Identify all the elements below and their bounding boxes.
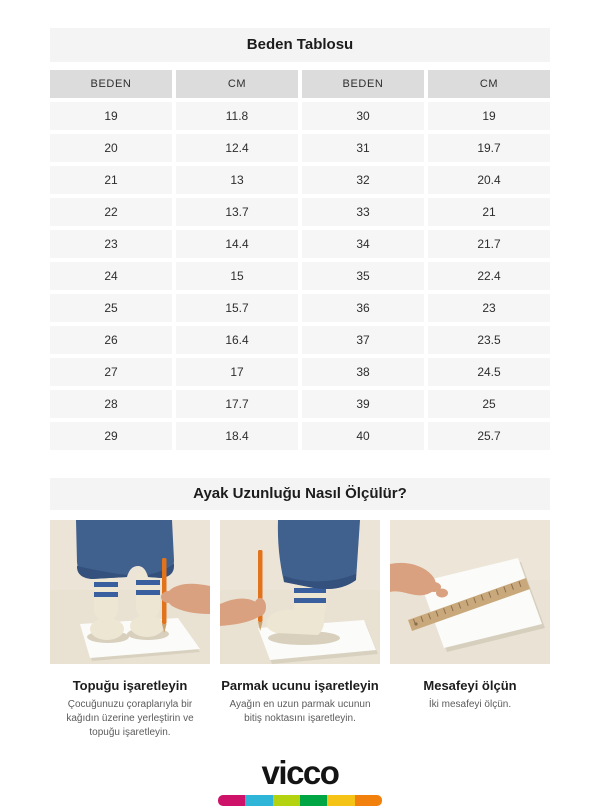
child-feet-heel-marking-photo (50, 520, 210, 664)
size-table-cell: 26 (50, 326, 172, 354)
size-table-cell: 38 (302, 358, 424, 386)
size-table-header-cell: BEDEN (302, 70, 424, 98)
brand-bar-segment (273, 795, 300, 806)
step-description: İki mesafeyi ölçün. (428, 699, 512, 710)
brand-footer (50, 756, 550, 806)
brand-bar-segment (218, 795, 245, 806)
step-title: Mesafeyi ölçün (423, 678, 517, 693)
size-table-cell: 31 (302, 134, 424, 162)
measure-steps (50, 520, 550, 740)
step-description: Ayağın en uzun parmak ucunun bitiş noktasını işaretleyin. (229, 699, 371, 724)
step-title: Parmak ucunu işaretleyin (221, 678, 379, 693)
size-table-cell: 16.4 (176, 326, 298, 354)
size-table-cell: 22 (50, 198, 172, 226)
brand-logo-text: vicco (261, 754, 339, 791)
size-table-header-row (50, 70, 550, 98)
size-table-cell: 21.7 (428, 230, 550, 258)
brand-bar-segment (245, 795, 272, 806)
size-table-title: Beden Tablosu (246, 36, 354, 53)
measure-section-title: Ayak Uzunluğu Nasıl Ölçülür? (193, 485, 407, 502)
size-table-cell: 35 (302, 262, 424, 290)
ruler-distance-measuring-photo (390, 520, 550, 664)
size-table-cell: 25.7 (428, 422, 550, 450)
brand-bar-segment (300, 795, 327, 806)
size-table-header-cell: CM (428, 70, 550, 98)
size-table-cell: 14.4 (176, 230, 298, 258)
brand-bar-segment (355, 795, 382, 806)
size-table-cell: 25 (50, 294, 172, 322)
toe-tip-marking-photo (220, 520, 380, 664)
measure-step-ruler (390, 520, 550, 740)
size-table-cell: 23 (428, 294, 550, 322)
size-table-cell: 15 (176, 262, 298, 290)
size-table-cell: 11.8 (176, 102, 298, 130)
size-table-header-cell: BEDEN (50, 70, 172, 98)
step-description: Çocuğunuzu çoraplarıyla bir kağıdın üzerine yerleştirin ve topuğu işaretleyin. (66, 699, 194, 738)
size-table-body (50, 102, 550, 450)
size-table-cell: 34 (302, 230, 424, 258)
size-table-cell: 24.5 (428, 358, 550, 386)
size-table (50, 70, 550, 450)
measure-section-title-band (50, 478, 550, 510)
size-table-cell: 20.4 (428, 166, 550, 194)
size-table-cell: 19.7 (428, 134, 550, 162)
measure-step-toe (220, 520, 380, 740)
size-table-title-band (50, 28, 550, 62)
size-table-cell: 20 (50, 134, 172, 162)
size-table-cell: 24 (50, 262, 172, 290)
size-table-cell: 15.7 (176, 294, 298, 322)
size-table-cell: 18.4 (176, 422, 298, 450)
size-table-cell: 22.4 (428, 262, 550, 290)
brand-bar-segment (327, 795, 354, 806)
size-table-cell: 19 (428, 102, 550, 130)
size-table-cell: 17 (176, 358, 298, 386)
size-table-cell: 27 (50, 358, 172, 386)
size-table-cell: 37 (302, 326, 424, 354)
size-table-cell: 28 (50, 390, 172, 418)
measure-step-heel (50, 520, 210, 740)
size-table-cell: 39 (302, 390, 424, 418)
size-table-cell: 17.7 (176, 390, 298, 418)
size-table-header-cell: CM (176, 70, 298, 98)
size-table-cell: 13.7 (176, 198, 298, 226)
size-table-cell: 29 (50, 422, 172, 450)
step-title: Topuğu işaretleyin (72, 678, 188, 693)
brand-rainbow-bar (218, 795, 382, 806)
size-table-cell: 36 (302, 294, 424, 322)
size-table-cell: 33 (302, 198, 424, 226)
size-table-cell: 21 (428, 198, 550, 226)
size-table-cell: 23.5 (428, 326, 550, 354)
size-table-cell: 12.4 (176, 134, 298, 162)
size-table-cell: 21 (50, 166, 172, 194)
size-table-cell: 40 (302, 422, 424, 450)
size-table-cell: 13 (176, 166, 298, 194)
size-table-cell: 32 (302, 166, 424, 194)
size-table-cell: 30 (302, 102, 424, 130)
size-table-cell: 25 (428, 390, 550, 418)
size-table-cell: 23 (50, 230, 172, 258)
size-table-cell: 19 (50, 102, 172, 130)
